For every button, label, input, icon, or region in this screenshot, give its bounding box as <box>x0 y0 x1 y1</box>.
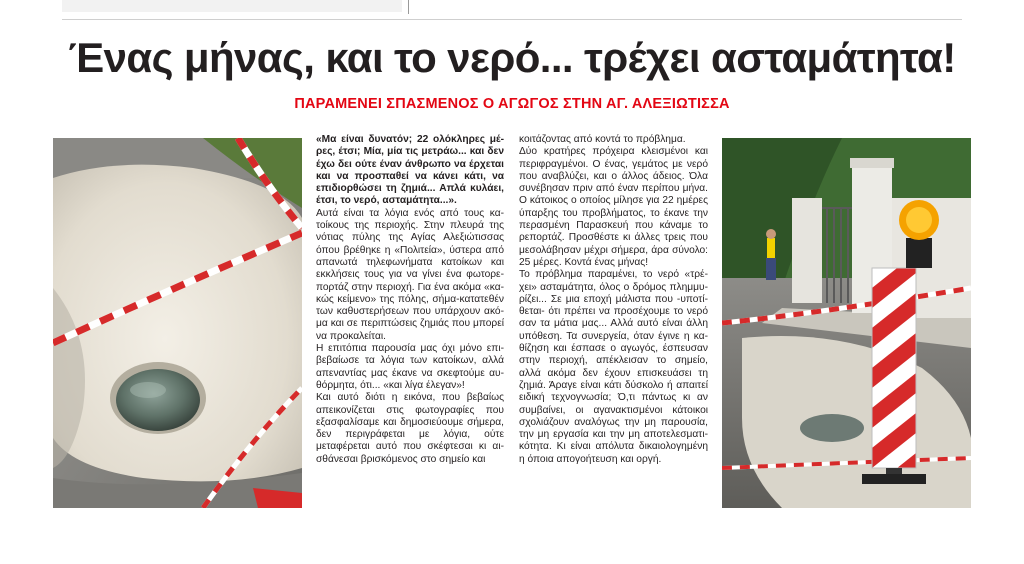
article-column-1 <box>316 134 504 466</box>
paragraph: Αυτά είναι τα λόγια ενός από τους κατοίκους της περιοχής. Στην πλευρά της νότιας πύλης της Αγίας Αλεξιώτισσας όπου βρέθηκε η «Πολιτεία», ύστερα από απανωτά τηλεφωνήματα κατοίκων και εκκλήσεις τους για να γίνει ένα φωτορεπορτάζ στην περιοχή. Για ένα ακόμα «κακώς κείμενο» της πόλης, σήμα-κατατεθέν των καθυστερήσεων που υπάρχουν ακόμα και σε περιπτώσεις ζημιάς που μπορεί να προκαλείται. <box>316 207 504 342</box>
section-rule <box>62 19 962 20</box>
column-divider <box>408 0 409 14</box>
paragraph: Το πρόβλημα παραμένει, το νερό «τρέχει» ασταμάτητα, όλος ο δρόμος πλημμυρίζει... Σε μια εποχή μάλιστα που -υποτίθεται- ότι πρέπει να προσέχουμε το νερό σαν τα μάτια μας... Αλλά αυτό είναι άλλη υπόθεση. Τα συνεργεία, όταν έγινε η καθίζηση και έσπασε ο αγωγός, έσπευσαν στην περιοχή, απέκλεισαν το σημείο, αλλά ακόμα δεν έχουν επισκευάσει τη ζημιά. Άραγε είναι κάτι δύσκολο ή απαιτεί ειδική τεχνογνωσία; Ό,τι πάντως κι αν συμβαίνει, οι αγανακτισμένοι κάτοικοι σχολιάζουν αναλόγως την μη παρουσία, την μη εργασία και την μη αποτελεσματικότητα. Κι είναι απόλυτα δικαιολογημένη η όποια απογοήτευση και οργή. <box>519 269 708 465</box>
paragraph: Και αυτό διότι η εικόνα, που βεβαίως απεικονίζεται στις φωτογραφίες που εξασφαλίσαμε και δημοσιεύουμε σήμερα, δεν περιγράφεται με λόγια, ούτε μεταφέρεται αυτό που σκέφτεσαι κι αισθάνεσαι βρισκόμενος στο σημείο και <box>316 392 504 465</box>
street-barrier-photo <box>722 138 971 508</box>
previous-article-strip <box>62 0 402 12</box>
article-headline: Ένας μήνας, και το νερό... τρέχει ασταμάτητα! <box>68 34 956 81</box>
paragraph: κοιτάζοντας από κοντά το πρόβλημα. <box>519 134 686 145</box>
article-column-2 <box>519 134 708 466</box>
paragraph: Η επιτόπια παρουσία μας όχι μόνο επιβεβαίωσε τα λόγια των κατοίκων, αλλά απεναντίας μας έκανε να σκεφτούμε αυθόρμητα, ότι... «και λίγα έλεγαν»! <box>316 343 504 391</box>
crater-photo <box>53 138 302 508</box>
paragraph: Δύο κρατήρες πρόχειρα κλεισμένοι και περιφραγμένοι. Ο ένας, γεμάτος με νερό που αναβλύζει, και ο άλλος άδειος. Όλα συνέβησαν πριν από έναν περίπου μήνα. Ο κάτοικος ο οποίος μίλησε για 22 ημέρες ύπαρξης του προβλήματος, το έκανε την περασμένη Παρασκευή που κάναμε το ρεπορτάζ. Προσθέστε κι άλλες τρεις που μεσολάβησαν μέχρι σήμερα, άρα σύνολο: 25 μέρες. Κοντά ένας μήνας! <box>519 146 708 268</box>
article-subheadline: ΠΑΡΑΜΕΝΕΙ ΣΠΑΣΜΕΝΟΣ Ο ΑΓΩΓΟΣ ΣΤΗΝ ΑΓ. ΑΛΕΞΙΩΤΙΣΣΑ <box>294 96 730 112</box>
lead-quote: «Μα είναι δυνατόν; 22 ολόκληρες μέρες, έτσι; Μία, μία τις μετράω... και δεν έχω δει ούτε έναν άνθρωπο να έρχεται και να προσπαθεί να κάνει κάτι, να επιδιορθώσει τη ζημιά... Απλά κυλάει, έτσι, το νερό, ασταμάτητα...». <box>316 134 504 207</box>
